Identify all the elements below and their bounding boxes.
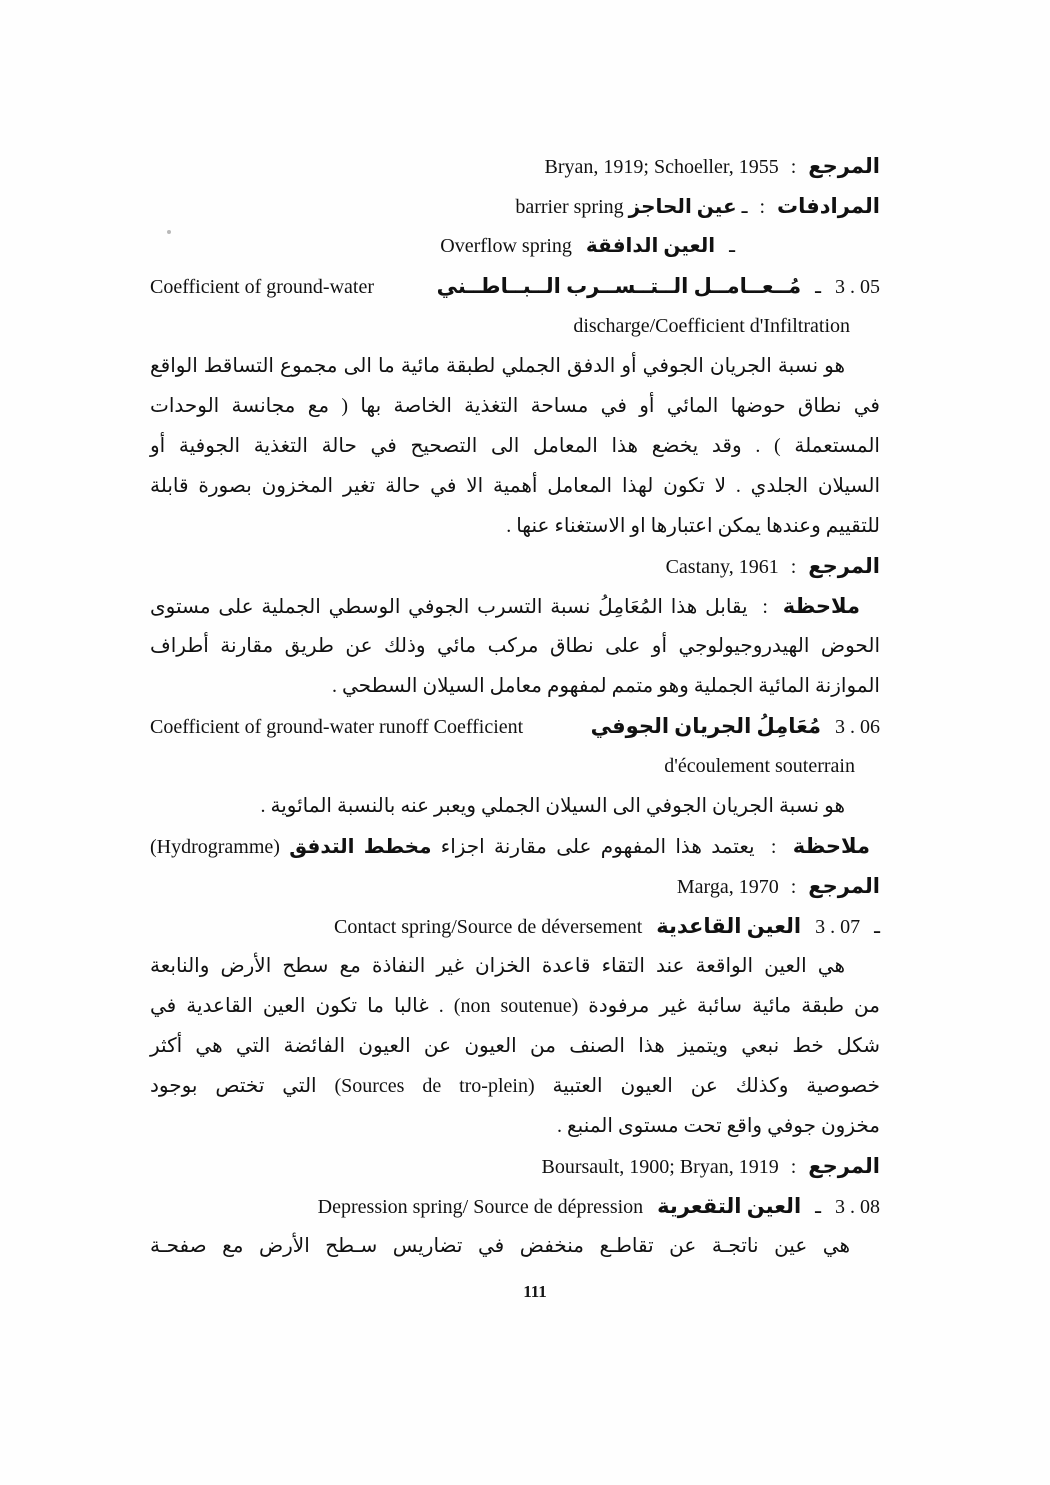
body-line: هو نسبة الجريان الجوفي الى السيلان الجملي ويعبر عنه بالنسبة المائوية . — [260, 795, 845, 817]
entry-title-latin-2: d'écoulement souterrain — [664, 755, 855, 777]
synonyms-line — [150, 186, 880, 226]
body-line: هي العين الواقعة عند التقاء قاعدة الخزان غير النفاذة مع سطح الأرض والنابعة — [150, 955, 845, 977]
entry-title-latin: Coefficient of ground-water — [150, 276, 374, 298]
reference-value: Castany, 1961 — [665, 556, 779, 578]
entry-306-subtitle — [150, 746, 880, 786]
note-latin-term: (Hydrogramme) — [150, 836, 280, 858]
body-line: المستعملة ) . وقد يخضع هذا المعامل الى التصحيح في حالة التغذية الجوفية أو — [150, 435, 880, 457]
colon: : — [790, 876, 797, 898]
body-line: من طبقة مائية سائبة غير مرفودة (non soutenue) . غالبا ما تكون العين القاعدية في — [150, 995, 880, 1017]
entry-title-latin: Depression spring/ Source de dépression — [317, 1196, 644, 1218]
synonym-latin: Overflow spring — [440, 235, 572, 257]
synonym-latin: barrier spring — [515, 196, 624, 218]
reference-label: المرجع — [808, 554, 880, 578]
body-line: هو نسبة الجريان الجوفي أو الدفق الجملي لطبقة مائية ما الى مجموع التساقط الواقع — [150, 355, 845, 377]
reference-label: المرجع — [808, 1154, 880, 1178]
body-line: السيلان الجلدي . لا تكون لهذا المعامل أهمية الا في حالة تغير المخزون بصورة قابلة — [150, 475, 880, 497]
entry-title-arabic: مُــعــامــل الــتــســرب الــبــاطــني — [436, 274, 802, 298]
synonym-arabic: عين الحاجز — [628, 196, 737, 218]
list-dash: ـ — [741, 196, 748, 218]
body-line: مخزون جوفي واقع تحت مستوى المنبع . — [557, 1115, 880, 1137]
colon: : — [790, 1156, 797, 1178]
entry-305-heading — [150, 266, 880, 306]
entry-title-arabic: مُعَامِلُ الجريان الجوفي — [590, 714, 821, 738]
reference-value: Bryan, 1919; Schoeller, 1955 — [544, 156, 779, 178]
reference-line — [150, 146, 880, 186]
entry-number: 3 . 05 — [835, 276, 880, 298]
note-label: ملاحظة — [792, 834, 871, 858]
note-line: الحوض الهيدروجيولوجي أو على نطاق مركب مائي وذلك عن طريق مقارنة أطراف — [150, 635, 880, 657]
colon: : — [759, 196, 766, 218]
reference-value: Marga, 1970 — [676, 876, 779, 898]
body-line: هي عين ناتجـة عن تقاطـع منخفض في تضاريس سـطح الأرض مع صفحـة — [150, 1235, 850, 1257]
entry-305-subtitle — [150, 306, 880, 346]
body-line: للتقييم وعندها يمكن اعتبارها او الاستغناء عنها . — [506, 515, 880, 537]
entry-title-arabic: العين القاعدية — [656, 914, 802, 938]
reference-value: Boursault, 1900; Bryan, 1919 — [541, 1156, 779, 1178]
scan-artifact — [167, 230, 171, 234]
heading-dash: ـ — [874, 916, 880, 938]
colon: : — [790, 156, 797, 178]
reference-line — [150, 1146, 880, 1186]
synonyms-label: المرادفات — [777, 194, 880, 218]
page-number: 111 — [523, 1282, 547, 1301]
reference-line — [150, 546, 880, 586]
colon: : — [790, 556, 797, 578]
entry-title-latin-2: discharge/Coefficient d'Infiltration — [573, 315, 850, 337]
entry-307-heading — [150, 906, 880, 946]
entry-title-latin: Coefficient of ground-water runoff Coefficient — [150, 716, 524, 738]
note-label: ملاحظة — [782, 594, 861, 618]
list-dash: ـ — [729, 235, 735, 257]
entry-306-heading — [150, 706, 880, 746]
note-text-bold: مخطط التدفق — [289, 836, 432, 858]
note-text: يقابل هذا المُعَامِلُ نسبة التسرب الجوفي الوسطي الجملية على مستوى — [150, 596, 748, 618]
entry-number: 3 . 08 — [835, 1196, 880, 1218]
body-line: شكل خط نبعي ويتميز هذا الصنف من العيون عن العيون الفائضة التي هي أكثر — [150, 1035, 880, 1057]
entry-308-heading — [150, 1186, 880, 1226]
reference-label: المرجع — [808, 874, 880, 898]
reference-line — [150, 866, 880, 906]
body-line: خصوصية وكذلك عن العيون العتبية (Sources de tro-plein) التي تختص بوجود — [150, 1075, 880, 1097]
heading-dash: ـ — [815, 276, 821, 298]
note-text: يعتمد هذا المفهوم على مقارنة اجزاء — [440, 836, 755, 858]
colon: : — [770, 836, 777, 858]
note-line — [150, 586, 880, 626]
synonym-line-2 — [150, 226, 880, 266]
entry-heading-right — [437, 266, 880, 307]
body-line: في نطاق حوضها المائي أو في مساحة التغذية الخاصة بها ( مع مجانسة الوحدات — [150, 395, 880, 417]
entry-title-latin: Contact spring/Source de déversement — [334, 916, 643, 938]
entry-heading-right — [591, 706, 880, 747]
synonym-arabic: العين الدافقة — [585, 235, 716, 257]
colon: : — [762, 596, 768, 618]
reference-label: المرجع — [808, 154, 880, 178]
heading-dash: ـ — [815, 1196, 821, 1218]
entry-title-arabic: العين التقعرية — [657, 1194, 802, 1218]
note-line — [150, 826, 880, 866]
entry-number: 3 . 06 — [835, 716, 880, 738]
entry-number: 3 . 07 — [815, 916, 861, 938]
note-line: الموازنة المائية الجملية وهو متمم لمفهوم معامل السيلان السطحي . — [332, 675, 880, 697]
